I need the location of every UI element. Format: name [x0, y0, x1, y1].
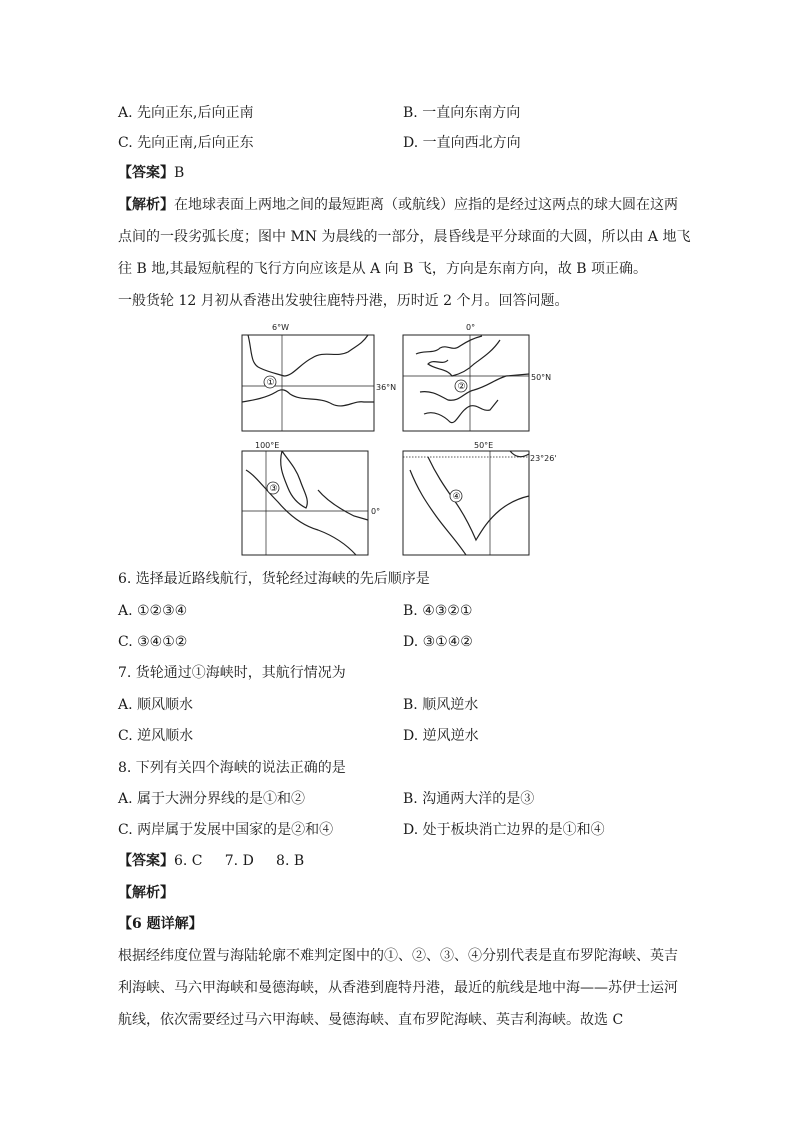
prev-option-a: A. 先向正东,后向正南	[118, 105, 254, 121]
analysis-heading: 【解析】	[118, 885, 174, 901]
map-1-lon-label: 6°W	[272, 323, 289, 332]
answer-value: B	[174, 165, 185, 181]
question-6-option-b: B. ④③②①	[403, 603, 473, 619]
detail-line-3: 航线，依次需要经过马六甲海峡、曼德海峡、直布罗陀海峡、英吉利海峡。故选 C	[118, 1012, 624, 1028]
question-6-option-d: D. ③①④②	[403, 634, 473, 650]
detail-line-2: 利海峡、马六甲海峡和曼德海峡，从香港到鹿特丹港，最近的航线是地中海——苏伊士运河	[118, 980, 678, 996]
prev-option-b: B. 一直向东南方向	[403, 105, 521, 121]
map-2-english-channel	[403, 323, 551, 431]
detail-heading: 【6 题详解】	[118, 916, 203, 932]
map-4-lat-label: 23°26'	[530, 454, 557, 463]
question-7-option-b: B. 顺风逆水	[403, 697, 479, 713]
question-8-option-d: D. 处于板块消亡边界的是①和④	[403, 822, 605, 838]
map-1-marker: ①	[266, 378, 275, 388]
question-6-option-a: A. ①②③④	[118, 603, 188, 619]
question-8-option-b: B. 沟通两大洋的是③	[403, 791, 535, 807]
analysis-tag: 【解析】	[118, 197, 174, 213]
question-7-stem: 7. 货轮通过①海峡时，其航行情况为	[118, 665, 346, 681]
map-3-lat-label: 0°	[371, 507, 381, 516]
intro-text: 一般货轮 12 月初从香港出发驶往鹿特丹港，历时近 2 个月。回答问题。	[118, 293, 569, 309]
map-1-lat-label: 36°N	[376, 383, 397, 392]
map-4-marker: ④	[452, 492, 461, 502]
strait-maps-svg	[238, 323, 558, 558]
question-6-option-c: C. ③④①②	[118, 634, 188, 650]
map-2-lat-label: 50°N	[531, 373, 552, 382]
map-4-mandeb	[403, 441, 557, 555]
map-2-marker: ②	[457, 382, 466, 392]
prev-option-c: C. 先向正南,后向正东	[118, 135, 254, 151]
map-3-lon-label: 100°E	[255, 441, 280, 450]
answer-tag: 【答案】	[118, 165, 174, 181]
map-4-lon-label: 50°E	[474, 441, 494, 450]
question-7-option-c: C. 逆风顺水	[118, 728, 194, 744]
prev-option-d: D. 一直向西北方向	[403, 135, 521, 151]
prev-analysis-line-2: 点间的一段劣弧长度；图中 MN 为晨线的一部分，晨昏线是平分球面的大圆，所以由 A 地飞	[118, 229, 691, 245]
strait-maps-figure	[238, 323, 558, 558]
detail-line-1: 根据经纬度位置与海陆轮廓不难判定图中的①、②、③、④分别代表是直布罗陀海峡、英吉	[118, 948, 678, 964]
answers-line	[118, 851, 304, 871]
map-1-gibraltar	[242, 323, 396, 431]
question-8-option-c: C. 两岸属于发展中国家的是②和④	[118, 822, 334, 838]
prev-analysis-line-3: 往 B 地,其最短航程的飞行方向应该是从 A 向 B 飞，方向是东南方向，故 B 项正确。	[118, 261, 648, 277]
map-3-marker: ③	[269, 484, 278, 494]
prev-answer	[118, 163, 184, 183]
prev-analysis-line-1: 【解析】在地球表面上两地之间的最短距离（或航线）应指的是经过这两点的球大圆在这两	[118, 197, 678, 213]
answers-value: 6. C 7. D 8. B	[174, 853, 305, 869]
question-8-stem: 8. 下列有关四个海峡的说法正确的是	[118, 760, 346, 776]
question-7-option-a: A. 顺风顺水	[118, 697, 194, 713]
question-7-option-d: D. 逆风逆水	[403, 728, 479, 744]
map-3-malacca	[242, 441, 380, 555]
map-2-lon-label: 0°	[466, 323, 476, 332]
question-8-option-a: A. 属于大洲分界线的是①和②	[118, 791, 306, 807]
answers-tag: 【答案】	[118, 853, 174, 869]
question-6-stem: 6. 选择最近路线航行，货轮经过海峡的先后顺序是	[118, 571, 430, 587]
